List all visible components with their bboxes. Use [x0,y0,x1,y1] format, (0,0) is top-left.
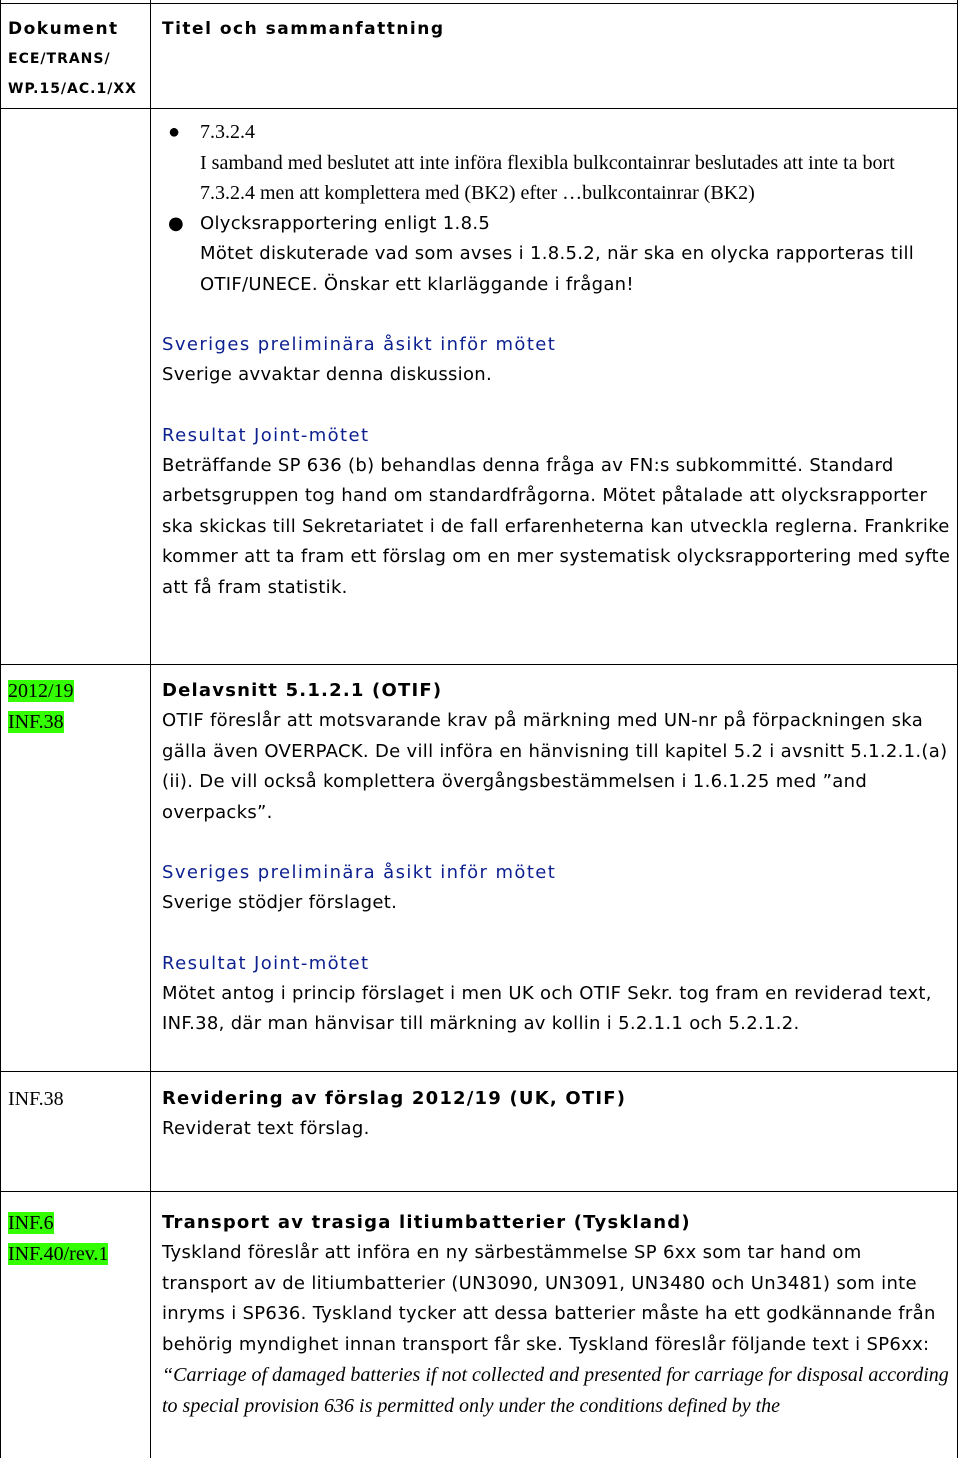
row-2-document-cell [8,676,148,737]
result-heading: Resultat Joint-mötet [162,424,370,446]
item-text: Tyskland föreslår att införa en ny särbestämmelse SP 6xx som tar hand om transport av de litiumbatterier (UN3090, UN3091, UN3480 och Un3481) som inte inryms i SP636. Tyskland tycker att dessa batterier måste ha ett godkännande från behörig myndighet innan transport får ske. Tyskland föreslår följande text i SP6xx: [162,1242,936,1355]
item-text: Reviderat text förslag. [162,1118,370,1139]
header-document-cell [8,14,148,104]
header-document-label: Dokument [8,19,119,39]
row-3-document-cell [8,1084,148,1115]
opinion-text: Sverige stödjer förslaget. [162,892,398,913]
header-document-ref-1: ECE/TRANS/ [8,51,111,67]
table-row-divider [0,1191,958,1192]
opinion-text: Sverige avvaktar denna diskussion. [162,364,493,385]
list-item-title: Olycksrapportering enligt 1.8.5 [200,212,491,234]
header-document-ref-2: WP.15/AC.1/XX [8,81,137,97]
document-ref: 2012/19 [8,680,74,702]
item-title: Revidering av förslag 2012/19 (UK, OTIF) [162,1088,627,1109]
table-header-divider [0,108,958,109]
row-3-content [162,1084,952,1145]
row-1-content [162,117,952,603]
list-item-text: Mötet diskuterade vad som avses i 1.8.5.2, när ska en olycka rapporteras till OTIF/UNECE. Önskar ett klarläggande i frågan! [200,243,915,295]
item-title: Delavsnitt 5.1.2.1 (OTIF) [162,680,443,701]
table-row-divider [0,664,958,665]
quoted-text: “Carriage of damaged batteries if not collected and presented for carriage for disposal according to special provision 636 is permitted only under the conditions defined by the [162,1364,949,1417]
table-border-top [0,3,958,4]
list-item [162,209,952,301]
table-border-right [957,0,958,1458]
item-title: Transport av trasiga litiumbatterier (Tyskland) [162,1212,691,1233]
header-title-cell [162,14,952,44]
opinion-heading: Sveriges preliminära åsikt inför mötet [162,862,557,883]
row-4-document-cell [8,1208,148,1269]
table-row-divider [0,1071,958,1072]
list-item-title: 7.3.2.4 [200,121,255,143]
bullet-icon: ● [168,212,185,234]
item-text: OTIF föreslår att motsvarande krav på märkning med UN-nr på förpackningen ska gälla även OVERPACK. De vill införa en hänvisning till kapitel 5.2 i avsnitt 5.1.2.1.(a) (ii). De vill också komplettera övergångsbestämmelsen i 1.6.1.25 med ”and overpacks”. [162,710,948,823]
list-item [162,117,952,209]
result-text: Mötet antog i princip förslaget i men UK och OTIF Sekr. tog fram en reviderad text, INF.38, där man hänvisar till märkning av kollin i 5.2.1.1 och 5.2.1.2. [162,982,932,1034]
document-ref: INF.6 [8,1212,54,1234]
bullet-icon: ● [168,121,181,143]
header-title-label: Titel och sammanfattning [162,19,445,39]
table-column-divider [150,0,151,1458]
result-heading: Resultat Joint-mötet [162,952,370,974]
opinion-heading: Sveriges preliminära åsikt inför mötet [162,334,557,355]
row-4-content [162,1208,952,1421]
list-item-text: I samband med beslutet att inte införa flexibla bulkcontainrar beslutades att inte ta bort 7.3.2.4 men att komplettera med (BK2) efter …bulkcontainrar (BK2) [200,151,895,204]
result-text: Beträffande SP 636 (b) behandlas denna fråga av FN:s subkommitté. Standard arbetsgruppen tog hand om standardfrågorna. Mötet påtalade att olycksrapporter ska skickas till Sekretariatet i de fall erfarenheterna kan utveckla reglerna. Frankrike kommer att ta fram ett förslag om en mer systematisk olycksrapportering med syfte att få fram statistik. [162,454,951,598]
row-2-content [162,676,952,1040]
document-ref: INF.38 [8,710,64,733]
document-ref: INF.38 [8,1088,64,1110]
document-ref: INF.40/rev.1 [8,1242,109,1265]
table-border-left [0,0,1,1458]
